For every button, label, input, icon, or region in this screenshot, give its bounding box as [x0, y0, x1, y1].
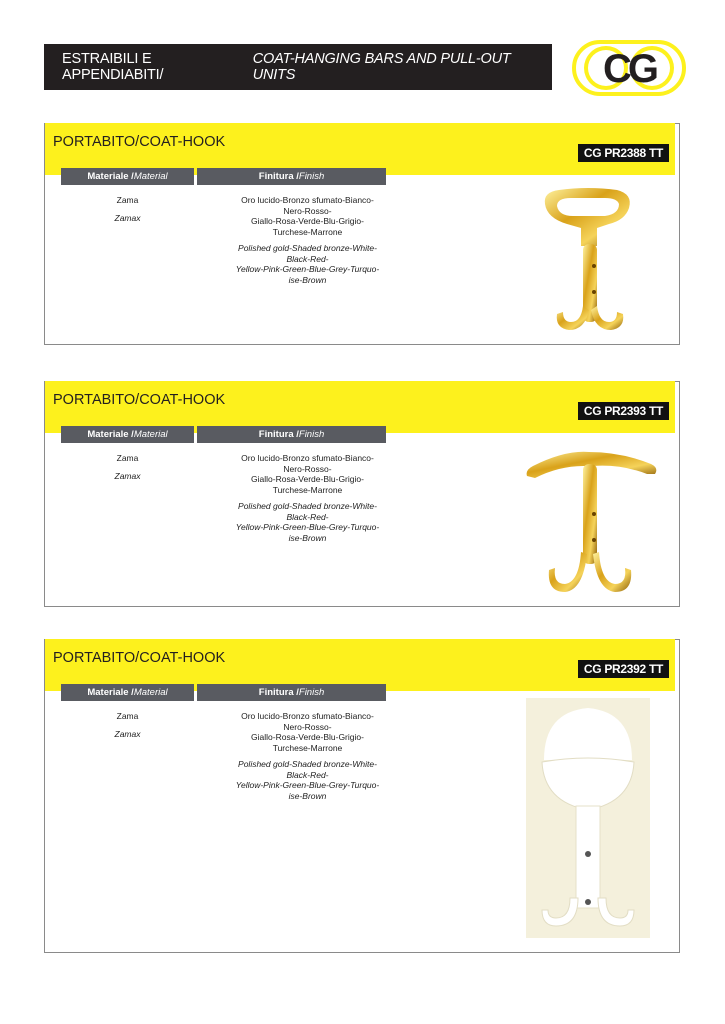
- finish-header: Finitura / Finish: [197, 426, 386, 443]
- finish-header: Finitura / Finish: [197, 168, 386, 185]
- material-header: Materiale / Material: [61, 426, 194, 443]
- material-header: Materiale / Material: [61, 684, 194, 701]
- material-it: Zama: [116, 711, 139, 721]
- cg-logo: [572, 40, 686, 96]
- product-code: CG PR2388 TT: [578, 144, 669, 162]
- material-it: Zama: [116, 195, 139, 205]
- logo-text: CG: [603, 47, 655, 91]
- finish-header: Finitura / Finish: [197, 684, 386, 701]
- product-title: PORTABITO/COAT-HOOK: [53, 392, 226, 408]
- material-cell: [61, 711, 194, 740]
- table-header: [61, 426, 386, 443]
- finish-cell: Oro lucido-Bronzo sfumato-Bianco- Nero-Rosso- Giallo-Rosa-Verde-Blu-Grigio- Turchese-Marrone Polished gold-Shaded bronze-White- Black-Red- Yellow-Pink-Green-Blue-Grey-Turquo- ise-Brown: [235, 453, 380, 543]
- product-title: PORTABITO/COAT-HOOK: [53, 650, 226, 666]
- material-cell: [61, 195, 194, 224]
- product-code: CG PR2392 TT: [578, 660, 669, 678]
- coat-hook-image: [526, 698, 650, 938]
- finish-cell: Oro lucido-Bronzo sfumato-Bianco- Nero-Rosso- Giallo-Rosa-Verde-Blu-Grigio- Turchese-Marrone Polished gold-Shaded bronze-White- Black-Red- Yellow-Pink-Green-Blue-Grey-Turquo- ise-Brown: [235, 711, 380, 801]
- page-header: [44, 44, 552, 90]
- table-header: [61, 168, 386, 185]
- header-title-en: COAT-HANGING BARS AND PULL-OUT UNITS: [252, 51, 511, 83]
- material-header: Materiale / Material: [61, 168, 194, 185]
- product-card-3: [44, 639, 680, 953]
- coat-hook-image: [533, 184, 643, 340]
- material-cell: [61, 453, 194, 482]
- material-en: Zamax: [114, 213, 141, 223]
- finish-cell: Oro lucido-Bronzo sfumato-Bianco- Nero-Rosso- Giallo-Rosa-Verde-Blu-Grigio- Turchese-Marrone Polished gold-Shaded bronze-White- Black-Red- Yellow-Pink-Green-Blue-Grey-Turquo- ise-Brown: [235, 195, 380, 285]
- header-title-it: ESTRAIBILI E APPENDIABITI/: [62, 51, 164, 83]
- material-en: Zamax: [114, 471, 141, 481]
- table-header: [61, 684, 386, 701]
- material-en: Zamax: [114, 729, 141, 739]
- product-code: CG PR2393 TT: [578, 402, 669, 420]
- material-it: Zama: [116, 453, 139, 463]
- product-card-2: [44, 381, 680, 607]
- coat-hook-image: [521, 442, 661, 602]
- product-card-1: [44, 123, 680, 345]
- product-title: PORTABITO/COAT-HOOK: [53, 134, 226, 150]
